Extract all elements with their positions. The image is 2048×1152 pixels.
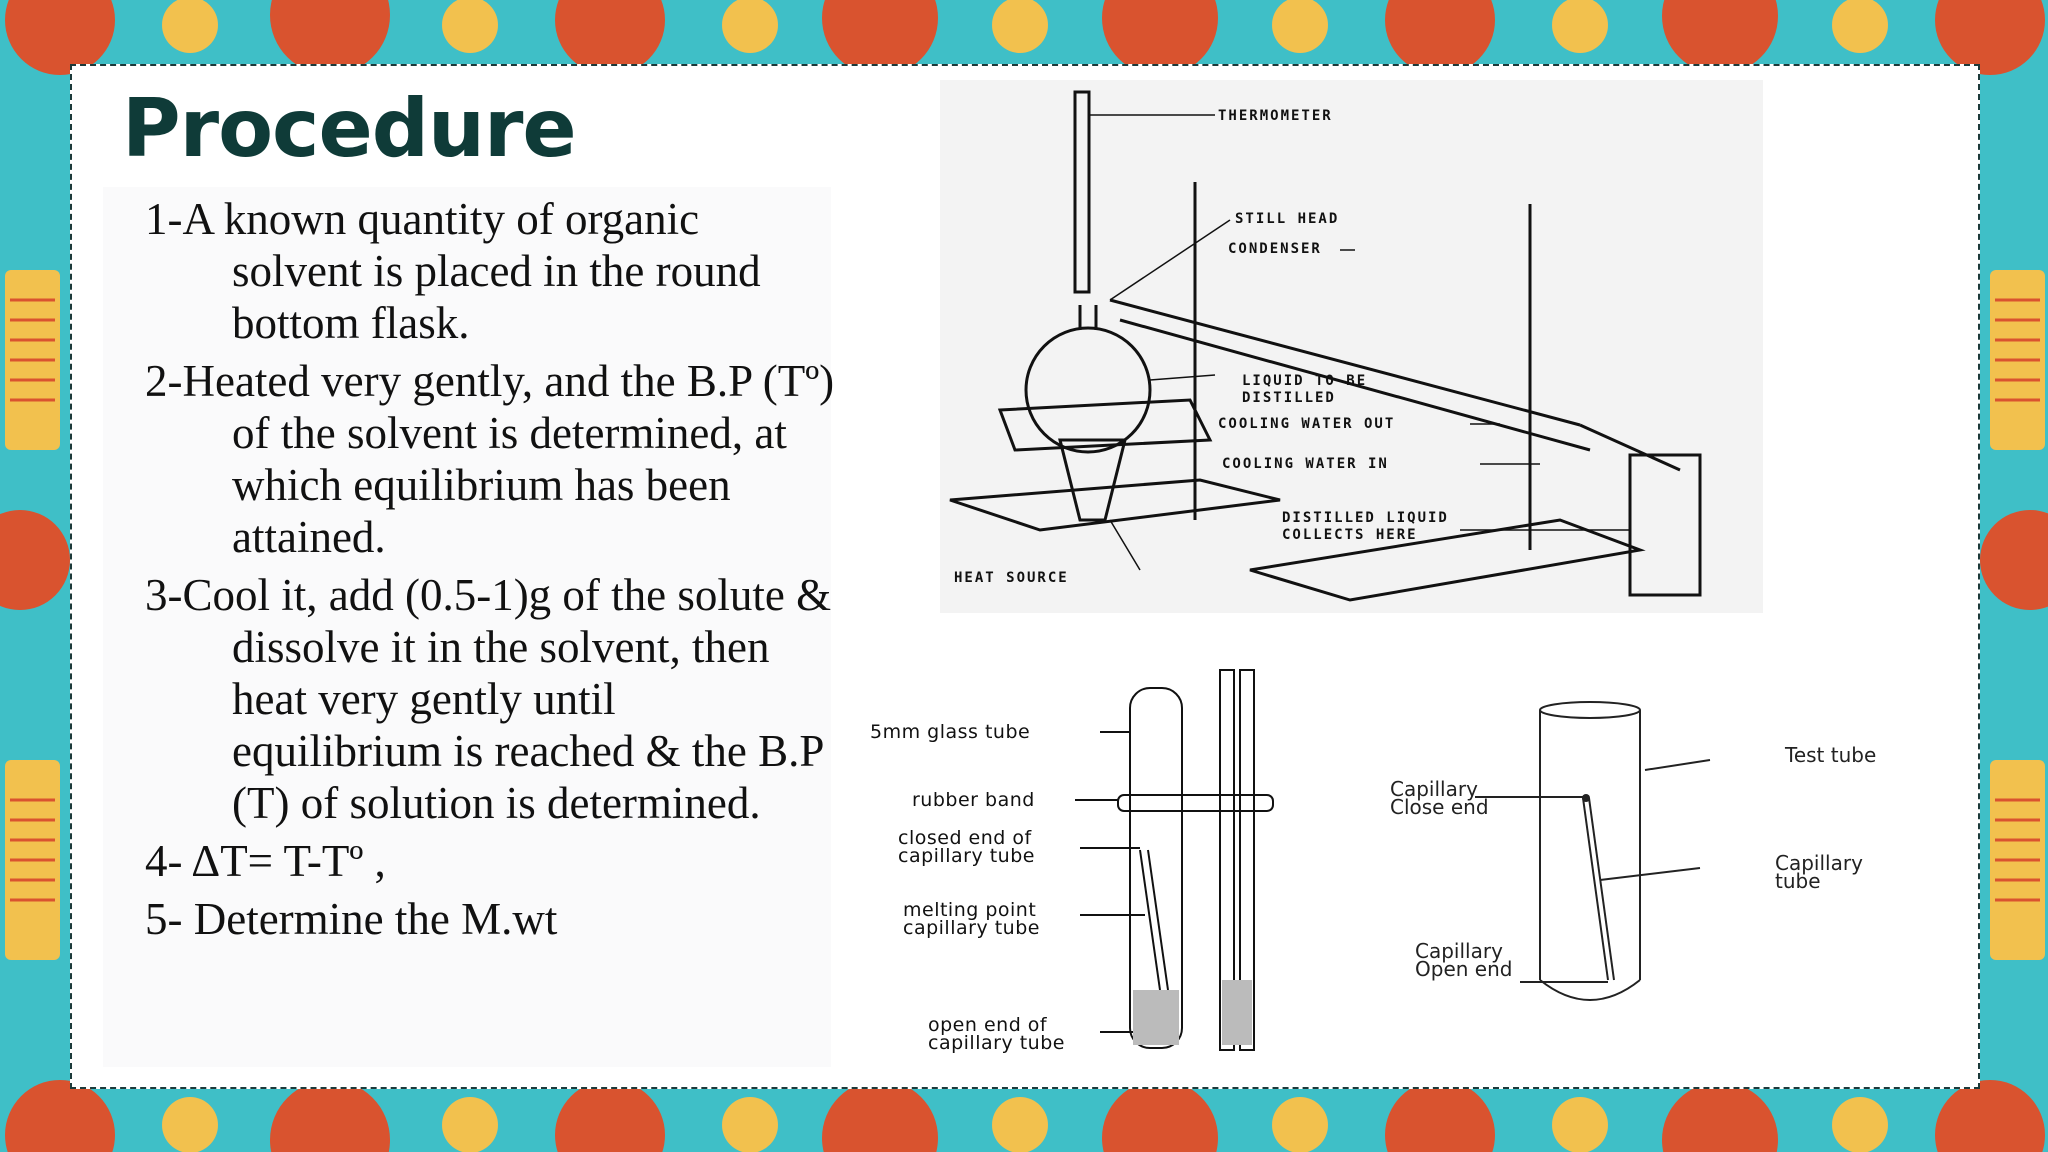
capillary-tube-figure — [860, 660, 1310, 1060]
label-collects-2: COLLECTS HERE — [1282, 527, 1418, 543]
label-liquid-2: DISTILLED — [1242, 390, 1336, 406]
label-thermometer: THERMOMETER — [1218, 108, 1333, 124]
label-open-end-2: Open end — [1415, 957, 1513, 981]
label-still-head: STILL HEAD — [1235, 211, 1340, 227]
step-5: 5- Determine the M.wt — [145, 894, 558, 944]
label-capillary-tube-1: Capillary — [1775, 851, 1863, 875]
label-close-end-1: Capillary — [1390, 777, 1478, 801]
slide-title: Procedure — [122, 82, 576, 175]
label-liquid-1: LIQUID TO BE — [1242, 373, 1368, 389]
step-1: 1-A known quantity of organic solvent is placed in the round bottom flask. — [145, 194, 761, 348]
step-4: 4- ΔT= T-Tº , — [145, 836, 386, 886]
label-test-tube: Test tube — [1785, 743, 1877, 767]
label-closed-end-1: closed end of — [898, 827, 1032, 849]
distillation-apparatus-figure — [940, 80, 1763, 613]
label-melting-1: melting point — [903, 899, 1037, 921]
label-open-end-1: Capillary — [1415, 939, 1503, 963]
step-3: 3-Cool it, add (0.5-1)g of the solute & dissolve it in the solvent, then heat very gently until equilibrium is reached & the B.P (T) of solution is determined. — [145, 570, 832, 828]
test-tube-capillary-figure — [1380, 690, 1940, 1020]
label-collects-1: DISTILLED LIQUID — [1282, 510, 1449, 526]
label-closed-end-2: capillary tube — [898, 845, 1035, 867]
label-glass-tube: 5mm glass tube — [870, 721, 1031, 743]
label-close-end-2: Close end — [1390, 795, 1489, 819]
label-water-in: COOLING WATER IN — [1222, 456, 1389, 472]
label-open-end-1: open end of — [928, 1014, 1048, 1036]
label-water-out: COOLING WATER OUT — [1218, 416, 1396, 432]
label-rubber-band: rubber band — [912, 789, 1035, 811]
step-2: 2-Heated very gently, and the B.P (Tº) of the solvent is determined, at which equilibrium has been attained. — [145, 356, 835, 562]
label-heat-source: HEAT SOURCE — [954, 570, 1069, 586]
label-condenser: CONDENSER — [1228, 241, 1322, 257]
procedure-steps — [145, 193, 835, 951]
label-melting-2: capillary tube — [903, 917, 1040, 939]
label-open-end-2: capillary tube — [928, 1032, 1065, 1054]
label-capillary-tube-2: tube — [1775, 869, 1821, 893]
